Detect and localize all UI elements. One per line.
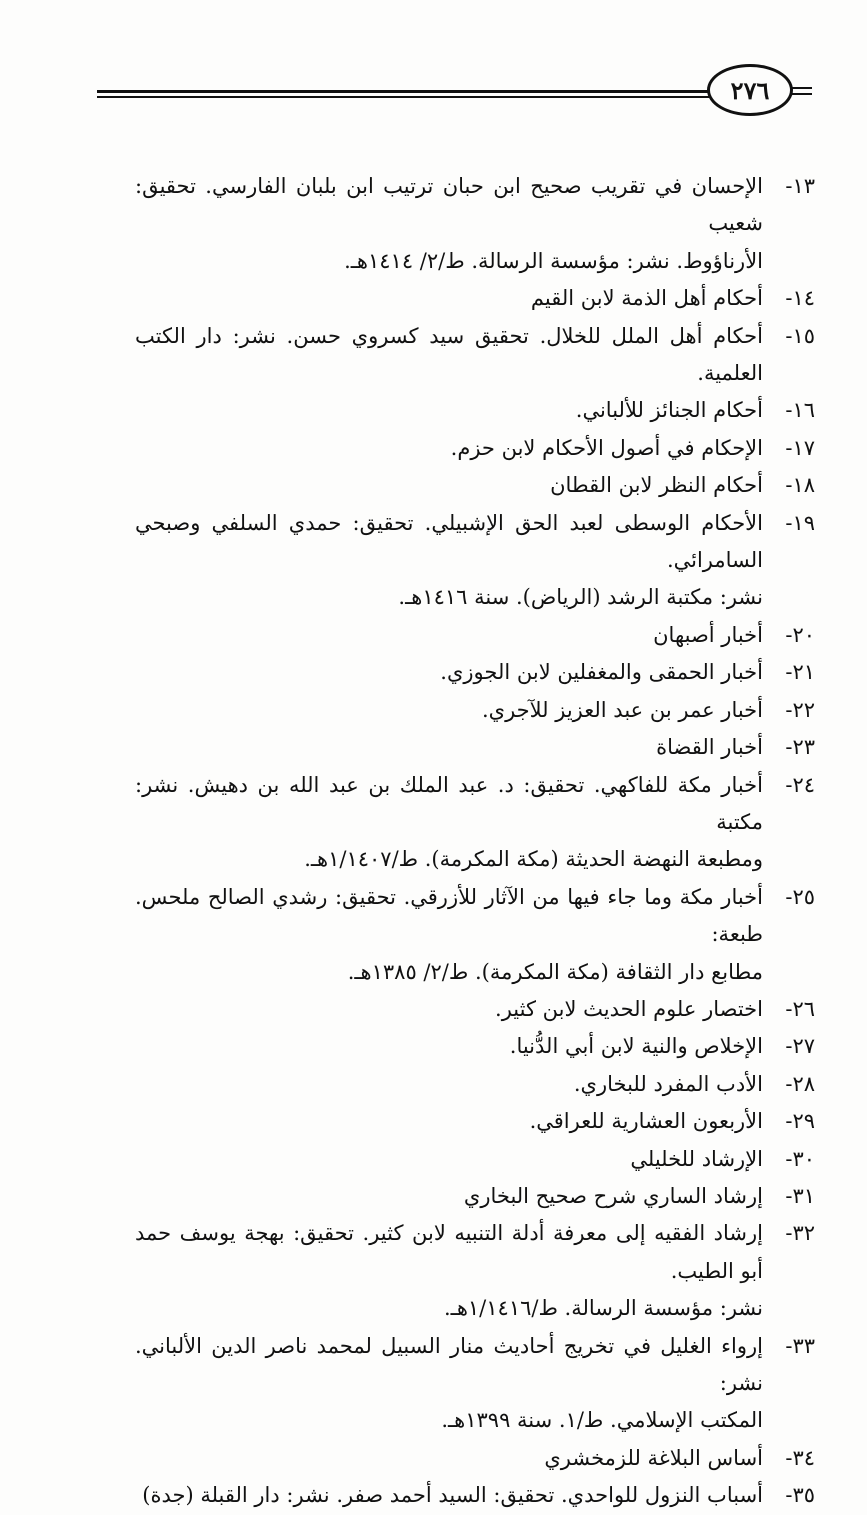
bibliography-entry <box>135 1440 815 1477</box>
entry-text: الإحكام في أصول الأحكام لابن حزم. <box>450 435 763 460</box>
bibliography-entry <box>135 392 815 429</box>
bibliography-entry <box>135 280 815 317</box>
entry-number: ١٦- <box>785 398 815 423</box>
bibliography-entry <box>135 1103 815 1140</box>
bibliography-entry <box>135 729 815 766</box>
bibliography-entry <box>135 692 815 729</box>
entry-number: ٢٦- <box>785 996 815 1021</box>
bibliography-entry <box>135 767 815 842</box>
entry-number: ٣١- <box>785 1183 815 1208</box>
entry-text: أساس البلاغة للزمخشري <box>544 1445 763 1470</box>
bibliography-entry <box>135 430 815 467</box>
entry-number: ٢٩- <box>785 1109 815 1134</box>
entry-number: ٢١- <box>785 660 815 685</box>
entry-number: ١٨- <box>785 473 815 498</box>
entry-number: ١٥- <box>785 323 815 348</box>
entry-text: أخبار مكة وما جاء فيها من الآثار للأزرقي. تحقيق: رشدي الصالح ملحس. طبعة: <box>135 884 763 947</box>
bibliography-entry <box>135 318 815 393</box>
bibliography-entry <box>135 1141 815 1178</box>
header-rule-thin <box>97 96 710 98</box>
bibliography-entry <box>135 1477 815 1514</box>
entry-text: إرشاد الساري شرح صحيح البخاري <box>463 1183 763 1208</box>
header-rule-stub-top <box>792 87 812 89</box>
entry-number: ٢٤- <box>785 772 815 797</box>
entry-number: ٢٣- <box>785 735 815 760</box>
entry-text: أحكام أهل الملل للخلال. تحقيق سيد كسروي حسن. نشر: دار الكتب العلمية. <box>135 323 763 386</box>
entry-text: الأربعون العشارية للعراقي. <box>529 1109 763 1134</box>
entry-text: أحكام الجنائز للألباني. <box>575 398 763 423</box>
entry-text: الإرشاد للخليلي <box>630 1146 763 1171</box>
bibliography-entry <box>135 505 815 580</box>
bibliography-entry <box>135 1328 815 1403</box>
entry-number: ٢٥- <box>785 884 815 909</box>
entry-continuation: نشر: مكتبة الرشد (الرياض). سنة ١٤١٦هـ. <box>398 585 763 610</box>
bibliography-entry <box>135 1066 815 1103</box>
page-header <box>0 0 867 140</box>
entry-continuation: ومطبعة النهضة الحديثة (مكة المكرمة). ط/١/١٤٠٧هـ. <box>304 847 763 872</box>
bibliography-entry <box>135 1178 815 1215</box>
bibliography-entry <box>135 654 815 691</box>
entry-number: ١٧- <box>785 435 815 460</box>
entry-text: أخبار القضاة <box>656 735 763 760</box>
entry-number: ٣٠- <box>785 1146 815 1171</box>
entry-text: أحكام أهل الذمة لابن القيم <box>530 286 763 311</box>
entry-text: الأدب المفرد للبخاري. <box>573 1071 763 1096</box>
bibliography-entry <box>135 879 815 954</box>
entry-number: ٣٤- <box>785 1445 815 1470</box>
header-rule-thick <box>97 90 710 93</box>
entry-text: إرشاد الفقيه إلى معرفة أدلة التنبيه لابن كثير. تحقيق: بهجة يوسف حمد أبو الطيب. <box>135 1221 763 1283</box>
entry-number: ١٣- <box>785 174 815 198</box>
entry-number: ٢٠- <box>785 622 815 647</box>
entry-text: الأحكام الوسطى لعبد الحق الإشبيلي. تحقيق: حمدي السلفي وصبحي السامرائي. <box>135 510 763 573</box>
entry-number: ١٤- <box>785 286 815 311</box>
page-number: ٢٧٦ <box>707 64 793 116</box>
entry-text: الإخلاص والنية لابن أبي الدُّنيا. <box>509 1034 763 1059</box>
entry-number: ١٩- <box>785 510 815 535</box>
entry-number: ٣٣- <box>785 1333 815 1358</box>
entry-text: اختصار علوم الحديث لابن كثير. <box>495 996 763 1021</box>
entry-number: ٣٥- <box>785 1483 815 1508</box>
entry-number: ٢٧- <box>785 1034 815 1059</box>
bibliography-entry <box>135 1028 815 1065</box>
bibliography-entry <box>135 168 815 243</box>
entry-number: ٣٢- <box>785 1221 815 1246</box>
bibliography-entry <box>135 1215 815 1290</box>
entry-text: أحكام النظر لابن القطان <box>550 473 763 498</box>
bibliography-entry <box>135 467 815 504</box>
bibliography-entry <box>135 991 815 1028</box>
entry-continuation: مطابع دار الثقافة (مكة المكرمة). ط/٢/ ١٣٨٥هـ. <box>347 959 763 984</box>
entry-text: أخبار الحمقى والمغفلين لابن الجوزي. <box>440 660 763 685</box>
entry-text: الإحسان في تقريب صحيح ابن حبان ترتيب ابن بلبان الفارسي. تحقيق: شعيب <box>135 174 763 236</box>
header-rule-stub-bottom <box>792 93 812 95</box>
bibliography-list <box>135 168 815 1515</box>
bibliography-entry <box>135 617 815 654</box>
entry-continuation: نشر: مؤسسة الرسالة. ط/١/١٤١٦هـ. <box>444 1296 763 1321</box>
entry-continuation: الأرناؤوط. نشر: مؤسسة الرسالة. ط/٢/ ١٤١٤هـ. <box>344 248 763 273</box>
entry-text: أخبار عمر بن عبد العزيز للآجري. <box>481 697 763 722</box>
entry-text: أخبار أصبهان <box>653 622 763 647</box>
entry-text: إرواء الغليل في تخريج أحاديث منار السبيل لمحمد ناصر الدين الألباني. نشر: <box>135 1333 763 1395</box>
entry-text: أخبار مكة للفاكهي. تحقيق: د. عبد الملك بن عبد الله بن دهيش. نشر: مكتبة <box>135 772 763 834</box>
entry-continuation: المكتب الإسلامي. ط/١. سنة ١٣٩٩هـ. <box>441 1408 763 1433</box>
entry-text: أسباب النزول للواحدي. تحقيق: السيد أحمد صفر. نشر: دار القبلة (جدة) <box>142 1483 763 1508</box>
entry-number: ٢٨- <box>785 1071 815 1096</box>
entry-number: ٢٢- <box>785 697 815 722</box>
